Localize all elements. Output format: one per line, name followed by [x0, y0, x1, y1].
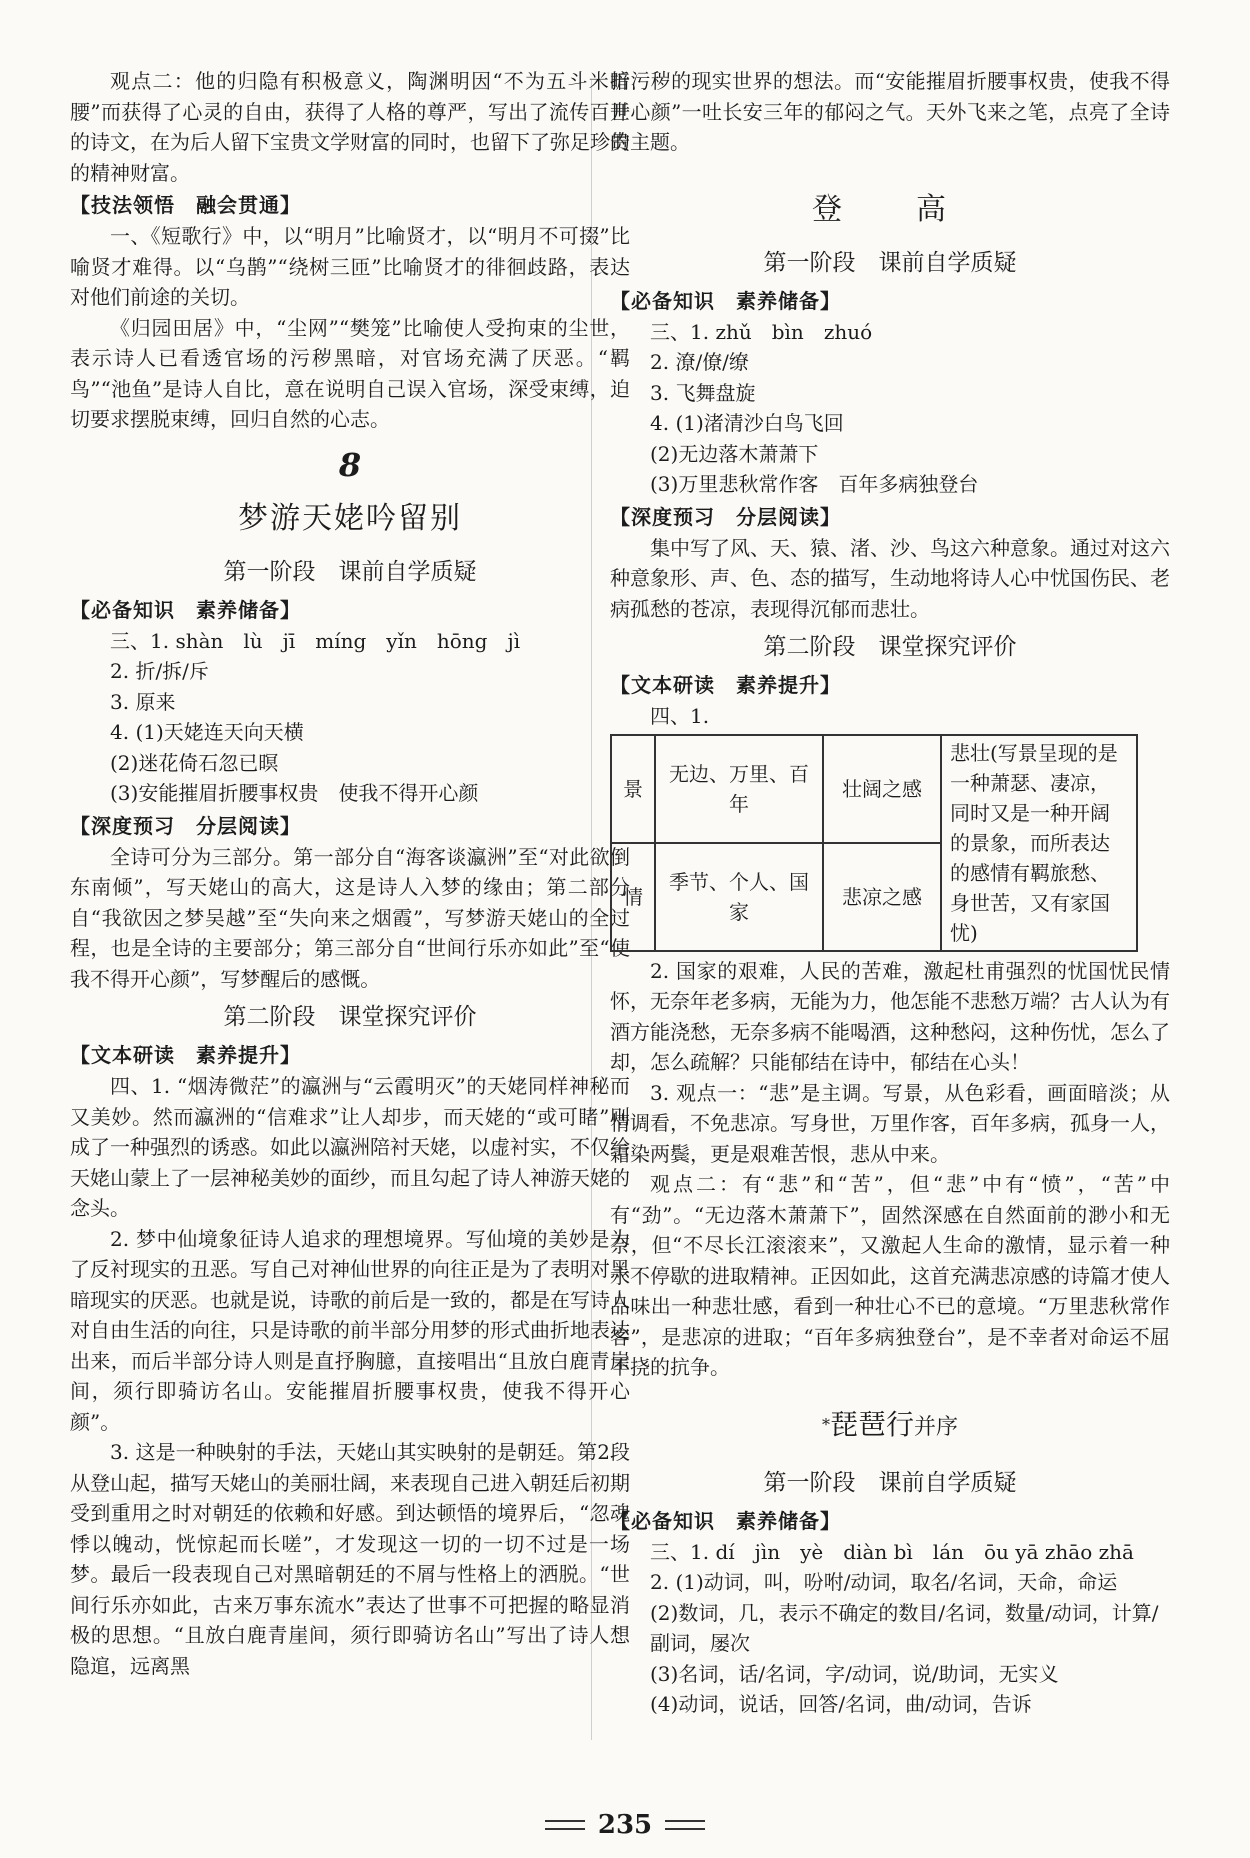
- answer-item: 3. 原来: [110, 689, 176, 714]
- lesson-title-suffix: 并序: [914, 1414, 959, 1440]
- paragraph: 观点二：有“悲”和“苦”，但“悲”中有“愤”，“苦”中有“劲”。“无边落木萧萧下”，固然深感在自然面前的渺小和无奈，但“不尽长江滚滚来”，又激起人生命的激情，显示着一种永不停歇的进取精神。正因如此，这首充满悲凉感的诗篇才使人品味出一种悲壮感，看到一种壮心不已的意境。“万里悲秋常作客”，是悲凉的进取；“百年多病独登台”，是不幸者对命运不屈不挠的抗争。: [610, 1172, 1170, 1379]
- section-heading: 【必备知识 素养储备】: [610, 288, 841, 313]
- stage-heading: 第一阶段 课前自学质疑: [223, 558, 477, 585]
- paragraph: 3. 观点一：“悲”是主调。写景，从色彩看，画面暗淡；从情调看，不免悲凉。写身世，万里作客，百年多病，孤身一人，霜染两鬓，更是艰难苦恨，悲从中来。: [610, 1080, 1170, 1166]
- answer-item: (2)数词，几，表示不确定的数目/名词，数量/动词，计算/副词，屡次: [650, 1600, 1159, 1655]
- page-number: 235: [597, 1810, 653, 1840]
- section-heading: 【文本研读 素养提升】: [610, 673, 841, 697]
- answer-item: 3. 飞舞盘旋: [650, 380, 756, 405]
- table-cell: 景: [611, 735, 655, 843]
- paragraph: 一、《短歌行》中，以“明月”比喻贤才，以“明月不可掇”比喻贤才难得。以“乌鹊”“绕树三匝”比喻贤才的徘徊歧路，表达对他们前途的关切。: [70, 224, 630, 309]
- answer-item: 三、1. zhǔ bìn zhuó: [650, 319, 873, 344]
- section-heading: 【深度预习 分层阅读】: [610, 504, 841, 529]
- answer-item: 四、1.: [650, 704, 710, 728]
- answer-item: 三、1. shàn lù jī míng yǐn hōng jì: [110, 628, 521, 653]
- answer-item: 2. (1)动词，叫，吩咐/动词，取名/名词，天命，命运: [650, 1570, 1118, 1594]
- answer-item: 4. (1)渚清沙白鸟飞回: [650, 411, 844, 435]
- paragraph: 3. 这是一种映射的手法，天姥山其实映射的是朝廷。第2段从登山起，描写天姥山的美丽壮阔，来表现自己进入朝廷后初期受到重用之时对朝廷的依赖和好感。到达顿悟的境界后，“忽魂悸以魄动，恍惊起而长嗟”，才发现这一切的一切不过是一场梦。最后一段表现自己对黑暗朝廷的不屑与性格上的洒脱。“世间行乐亦如此，古来万事东流水”表达了世事不可把握的略显消极的思想。“且放白鹿青崖间，须行即骑访名山”写出了诗人想隐逭，远离黑: [70, 1440, 630, 1678]
- table-cell: 季节、个人、国家: [655, 843, 823, 951]
- paragraph: 全诗可分为三部分。第一部分自“海客谈瀛洲”至“对此欲倒东南倾”，写天姥山的高大，这是诗人入梦的缘由；第二部分自“我欲因之梦吴越”至“失向来之烟霞”，写梦游天姥山的全过程，也是全诗的主要部分；第三部分自“世间行乐亦如此”至“使我不得开心颜”，写梦醒后的感慨。: [70, 844, 630, 991]
- paragraph: 《归园田居》中，“尘网”“樊笼”比喻使人受拘束的尘世，表示诗人已看透官场的污秽黑暗，对官场充满了厌恶。“羁鸟”“池鱼”是诗人自比，意在说明自己误入官场，深受束缚，迫切要求摆脱束缚，回归自然的心志。: [70, 315, 630, 431]
- table-cell: 悲凉之感: [823, 843, 941, 951]
- lesson-number: 8: [338, 445, 362, 484]
- lesson-title: 登 高: [812, 191, 968, 227]
- table-cell: 悲壮(写景呈现的是一种萧瑟、凄凉，同时又是一种开阔的景象，而所表达的感情有羁旅愁、身世苦，又有家国忧): [941, 735, 1137, 951]
- answer-item: 4. (1)天姥连天向天横: [110, 720, 304, 744]
- analysis-table: [610, 734, 1138, 952]
- answer-item: (2)迷花倚石忽已暝: [110, 750, 279, 775]
- optional-mark: *: [821, 1414, 830, 1434]
- lesson-title-text: 琵琶行: [829, 1407, 914, 1441]
- answer-item: (2)无边落木萧萧下: [650, 441, 819, 466]
- footer-rule-left: [545, 1820, 585, 1830]
- paragraph: 2. 梦中仙境象征诗人追求的理想境界。写仙境的美妙是为了反衬现实的丑恶。写自己对神仙世界的向往正是为了表明对黑暗现实的厌恶。也就是说，诗歌的前后是一致的，都是在写诗人对自由生活的向往，只是诗歌的前半部分用梦的形式曲折地表达出来，而后半部分诗人则是直抒胸臆，直接唱出“且放白鹿青崖间，须行即骑访名山。安能摧眉折腰事权贵，使我不得开心颜”。: [70, 1226, 630, 1434]
- stage-heading: 第一阶段 课前自学质疑: [763, 249, 1017, 276]
- left-column: [70, 66, 630, 1681]
- answer-item: 三、1. dí jìn yè diàn bì lán ōu yā zhāo zhā: [650, 1539, 1134, 1564]
- answer-item: (3)安能摧眉折腰事权贵 使我不得开心颜: [110, 781, 479, 805]
- answer-item: 2. 潦/僚/缭: [650, 350, 749, 374]
- paragraph: 观点二：他的归隐有积极意义，陶渊明因“不为五斗米折腰”而获得了心灵的自由，获得了人格的尊严，写出了流传百世的诗文，在为后人留下宝贵文学财富的同时，也留下了弥足珍贵的精神财富。: [70, 69, 630, 185]
- section-heading: 【深度预习 分层阅读】: [70, 813, 301, 838]
- table-cell: 壮阔之感: [823, 735, 941, 843]
- paragraph: 2. 国家的艰难，人民的苦难，激起杜甫强烈的忧国忧民情怀，无奈年老多病，无能为力，他怎能不悲愁万端？古人认为有酒方能浇愁，无奈多病不能喝酒，这种愁闷，这种伤忧，怎么了却，怎么疏解？只能郁结在诗中，郁结在心头！: [610, 958, 1170, 1074]
- paragraph: 四、1. “烟涛微茫”的瀛洲与“云霞明灭”的天姥同样神秘而又美妙。然而瀛洲的“信难求”让人却步，而天姥的“或可睹”则成了一种强烈的诱惑。如此以瀛洲陪衬天姥，以虚衬实，不仅给天姥山蒙上了一层神秘美妙的面纱，而且勾起了诗人神游天姥的念头。: [70, 1074, 630, 1220]
- page-footer: [0, 1810, 1250, 1840]
- paragraph: 集中写了风、天、猿、渚、沙、鸟这六种意象。通过对这六种意象形、声、色、态的描写，生动地将诗人心中忧国伤民、老病孤愁的苍凉，表现得沉郁而悲壮。: [610, 535, 1170, 621]
- answer-item: 2. 折/拆/斥: [110, 659, 209, 683]
- table-row: [611, 735, 1137, 843]
- section-heading: 【必备知识 素养储备】: [70, 597, 301, 622]
- table-cell: 情: [611, 843, 655, 951]
- answer-item: (4)动词，说话，回答/名词，曲/动词，告诉: [650, 1692, 1032, 1716]
- paragraph: 暗污秽的现实世界的想法。而“安能摧眉折腰事权贵，使我不得开心颜”一吐长安三年的郁闷之气。天外飞来之笔，点亮了全诗的主题。: [610, 69, 1170, 154]
- footer-rule-right: [665, 1820, 705, 1830]
- section-heading: 【必备知识 素养储备】: [610, 1508, 841, 1533]
- lesson-title: [610, 1399, 1170, 1454]
- answer-item: (3)万里悲秋常作客 百年多病独登台: [650, 472, 979, 496]
- section-heading: 【技法领悟 融会贯通】: [70, 193, 301, 217]
- section-heading: 【文本研读 素养提升】: [70, 1043, 301, 1067]
- answer-item: (3)名词，话/名词，字/动词，说/助词，无实义: [650, 1661, 1059, 1686]
- right-column: [610, 66, 1170, 1720]
- table-cell: 无边、万里、百年: [655, 735, 823, 843]
- stage-heading: 第二阶段 课堂探究评价: [763, 634, 1017, 660]
- lesson-title: 梦游天姥吟留别: [238, 500, 462, 536]
- stage-heading: 第二阶段 课堂探究评价: [223, 1004, 477, 1030]
- stage-heading: 第一阶段 课前自学质疑: [763, 1469, 1017, 1496]
